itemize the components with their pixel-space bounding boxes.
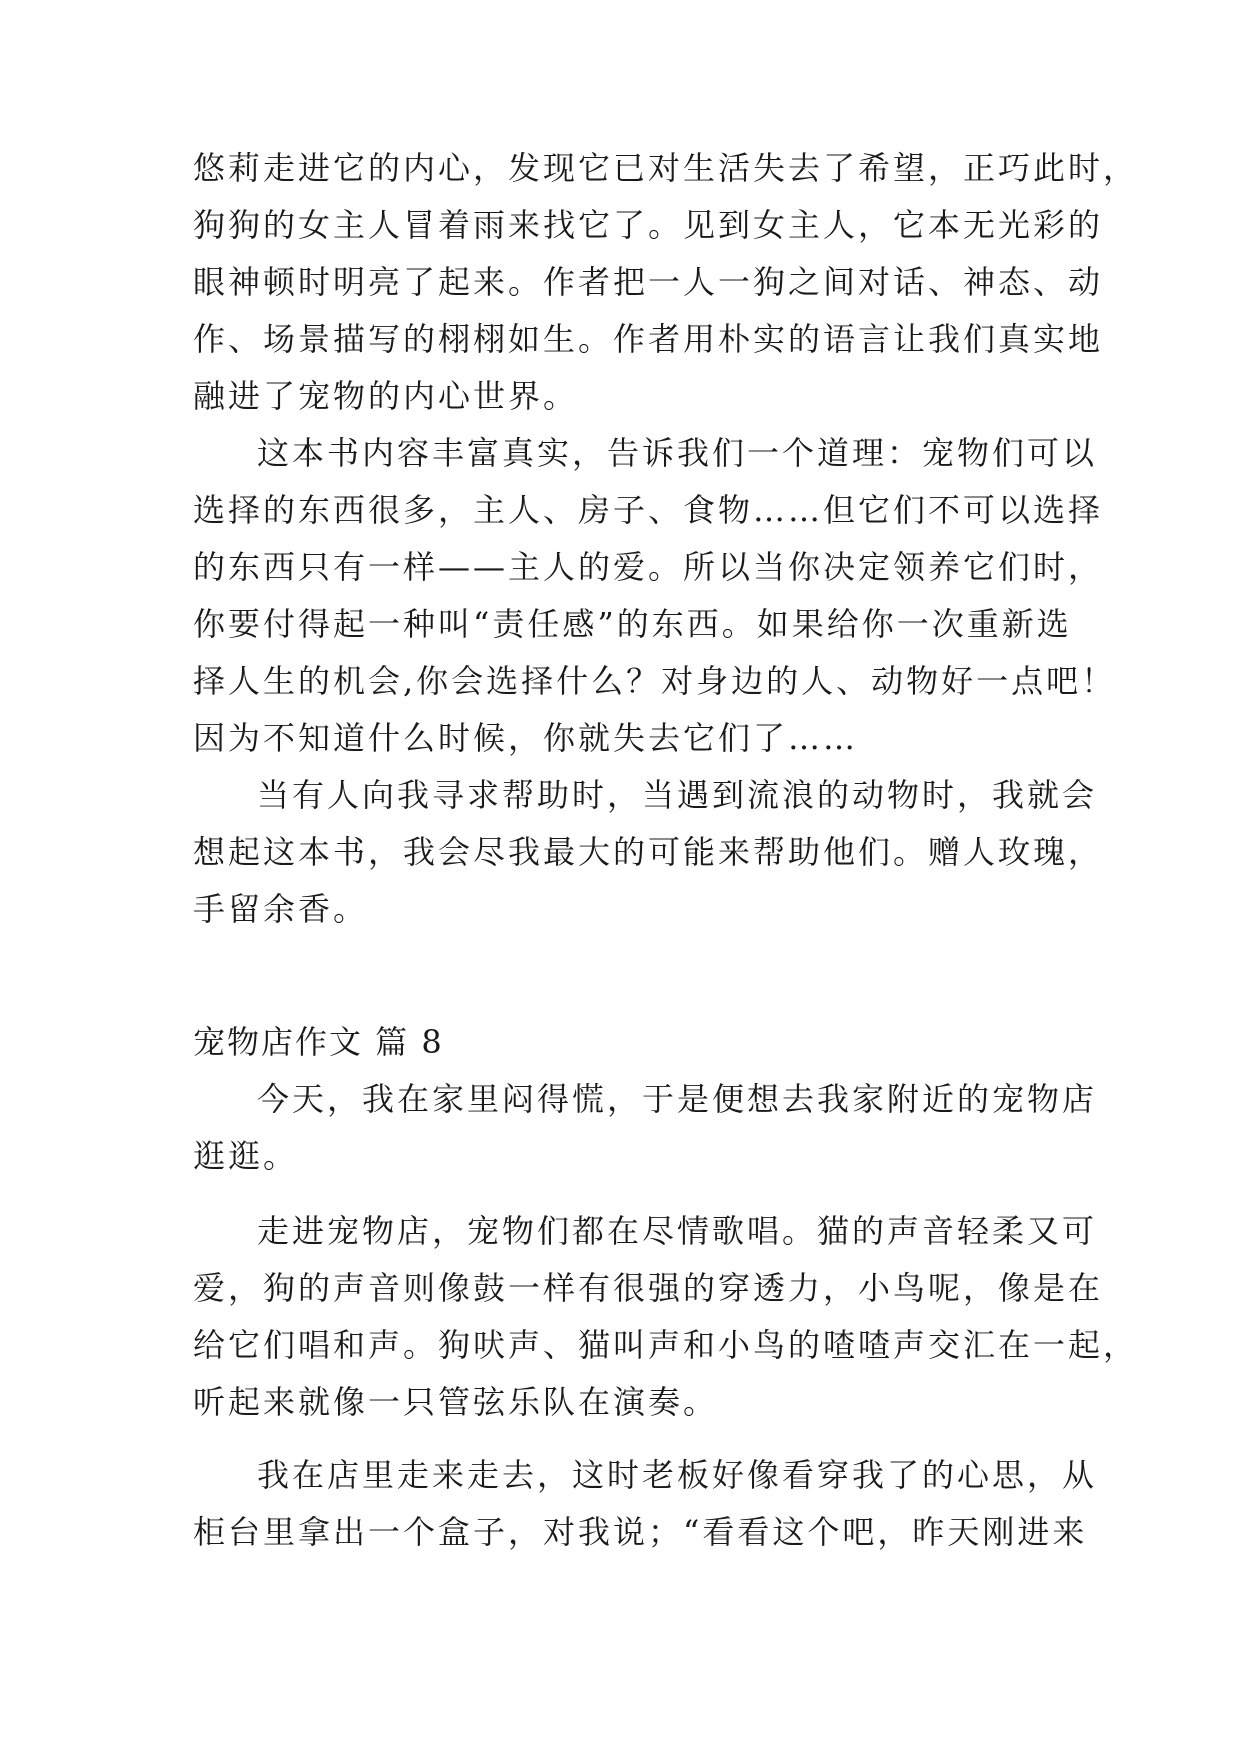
text-line: 眼神顿时明亮了起来。作者把一人一狗之间对话、神态、动 xyxy=(193,263,1104,301)
text-line: 作、场景描写的栩栩如生。作者用朴实的语言让我们真实地 xyxy=(193,320,1104,358)
text-line: 柜台里拿出一个盒子，对我说；“看看这个吧，昨天刚进来 xyxy=(193,1513,1088,1551)
text-line: 我在店里走来走去，这时老板好像看穿我了的心思，从 xyxy=(257,1456,1098,1494)
text-line: 这本书内容丰富真实，告诉我们一个道理：宠物们可以 xyxy=(257,434,1098,472)
text-line: 选择的东西很多，主人、房子、食物……但它们不可以选择 xyxy=(193,491,1104,529)
text-line: 想起这本书，我会尽我最大的可能来帮助他们。赠人玫瑰， xyxy=(193,833,1104,871)
text-line: 悠莉走进它的内心，发现它已对生活失去了希望，正巧此时， xyxy=(193,149,1139,187)
text-line: 今天，我在家里闷得慌，于是便想去我家附近的宠物店 xyxy=(257,1080,1098,1118)
text-line: 手留余香。 xyxy=(193,890,369,928)
text-line: 当有人向我寻求帮助时，当遇到流浪的动物时，我就会 xyxy=(257,776,1098,814)
text-line: 择人生的机会,你会选择什么？对身边的人、动物好一点吧！ xyxy=(193,662,1117,700)
text-line: 狗狗的女主人冒着雨来找它了。见到女主人，它本无光彩的 xyxy=(193,206,1104,244)
text-line: 逛逛。 xyxy=(193,1137,299,1175)
text-line: 爱，狗的声音则像鼓一样有很强的穿透力，小鸟呢，像是在 xyxy=(193,1269,1104,1307)
text-line: 因为不知道什么时候，你就失去它们了…… xyxy=(193,719,859,757)
section-heading: 宠物店作文 篇 8 xyxy=(193,1023,444,1061)
text-line: 融进了宠物的内心世界。 xyxy=(193,377,579,415)
text-line: 走进宠物店，宠物们都在尽情歌唱。猫的声音轻柔又可 xyxy=(257,1212,1098,1250)
text-line: 的东西只有一样——主人的爱。所以当你决定领养它们时， xyxy=(193,548,1104,586)
text-line: 听起来就像一只管弦乐队在演奏。 xyxy=(193,1383,719,1421)
text-line: 给它们唱和声。狗吠声、猫叫声和小鸟的喳喳声交汇在一起， xyxy=(193,1326,1139,1364)
text-line: 你要付得起一种叫“责任感”的东西。如果给你一次重新选 xyxy=(193,605,1072,643)
